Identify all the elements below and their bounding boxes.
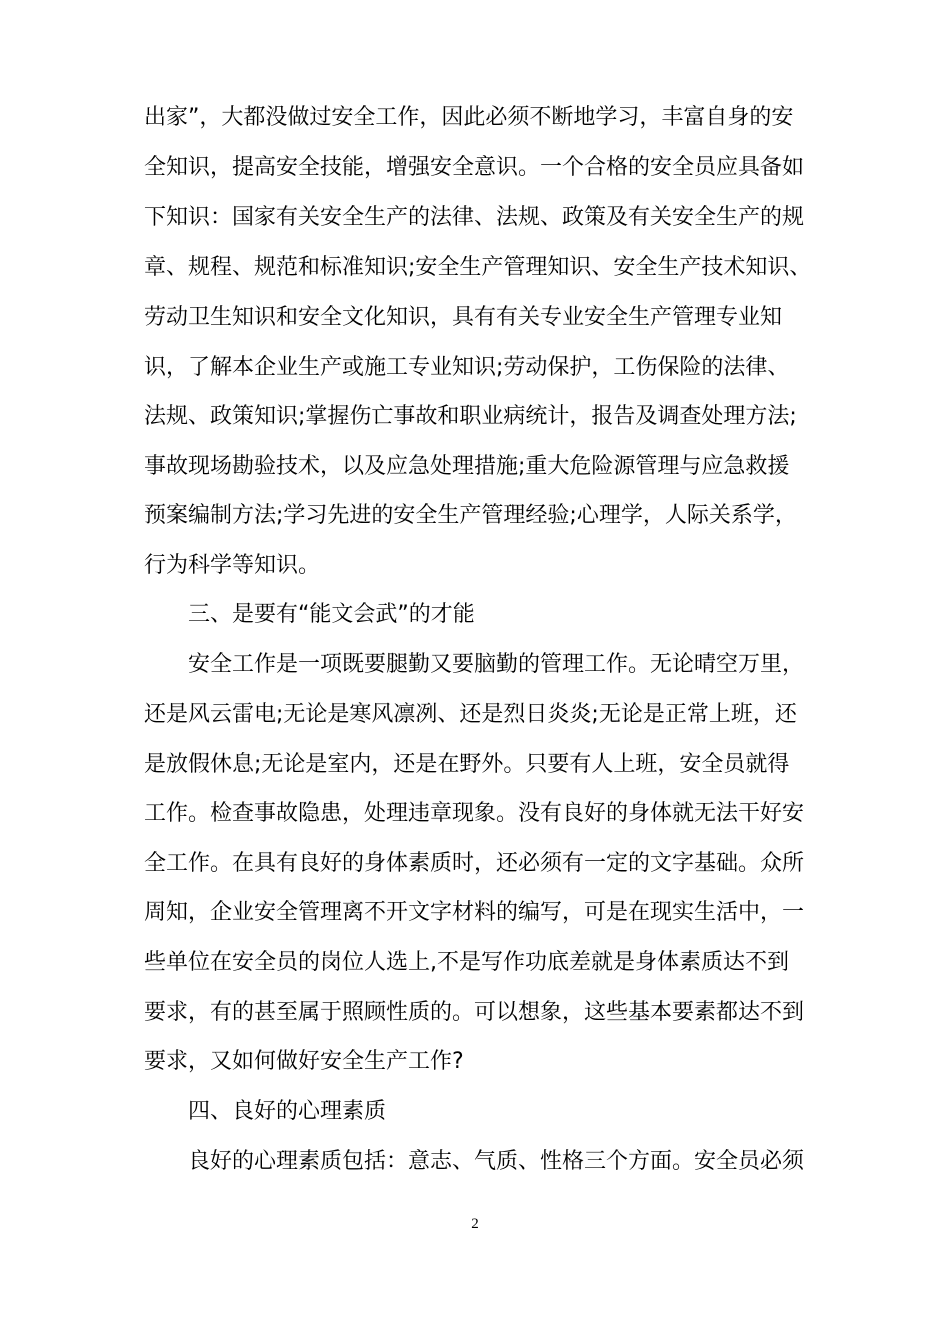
section-heading: 四、良好的心理素质	[188, 1099, 387, 1124]
body-text-line: 全工作。在具有良好的身体素质时，还必须有一定的文字基础。众所	[144, 851, 805, 876]
body-text-line: 全知识，提高安全技能，增强安全意识。一个合格的安全员应具备如	[144, 155, 805, 180]
page-number: 2	[471, 1216, 479, 1232]
body-text-line: 些单位在安全员的岗位人选上,不是写作功底差就是身体素质达不到	[144, 950, 789, 975]
body-text-line: 出家”，大都没做过安全工作，因此必须不断地学习，丰富自身的安	[144, 105, 794, 130]
body-text-line: 法规、政策知识;掌握伤亡事故和职业病统计，报告及调查处理方法;	[144, 404, 797, 429]
body-text-line: 是放假休息;无论是室内，还是在野外。只要有人上班，安全员就得	[144, 752, 790, 777]
body-text-line: 要求，又如何做好安全生产工作?	[144, 1049, 464, 1074]
body-text-line: 行为科学等知识。	[144, 553, 321, 578]
body-text-line: 预案编制方法;学习先进的安全生产管理经验;心理学，人际关系学，	[144, 503, 797, 528]
body-text-line: 下知识：国家有关安全生产的法律、法规、政策及有关安全生产的规	[144, 205, 805, 230]
body-text-line: 工作。检查事故隐患，处理违章现象。没有良好的身体就无法干好安	[144, 801, 805, 826]
body-text-line: 事故现场勘验技术，以及应急处理措施;重大危险源管理与应急救援	[144, 454, 790, 479]
body-text-line: 识，了解本企业生产或施工专业知识;劳动保护，工伤保险的法律、	[144, 355, 790, 380]
body-text-line: 周知，企业安全管理离不开文字材料的编写，可是在现实生活中，一	[144, 900, 805, 925]
body-text-line: 劳动卫生知识和安全文化知识，具有有关专业安全生产管理专业知	[144, 305, 783, 330]
body-text-line: 还是风云雷电;无论是寒风凛冽、还是烈日炎炎;无论是正常上班，还	[144, 702, 797, 727]
body-text-line: 章、规程、规范和标准知识;安全生产管理知识、安全生产技术知识、	[144, 255, 812, 280]
body-text-line: 要求，有的甚至属于照顾性质的。可以想象，这些基本要素都达不到	[144, 1000, 805, 1025]
section-heading: 三、是要有“能文会武”的才能	[188, 602, 475, 627]
paragraph-first-line: 良好的心理素质包括：意志、气质、性格三个方面。安全员必须	[188, 1149, 805, 1174]
paragraph-first-line: 安全工作是一项既要腿勤又要脑勤的管理工作。无论晴空万里，	[188, 652, 805, 677]
